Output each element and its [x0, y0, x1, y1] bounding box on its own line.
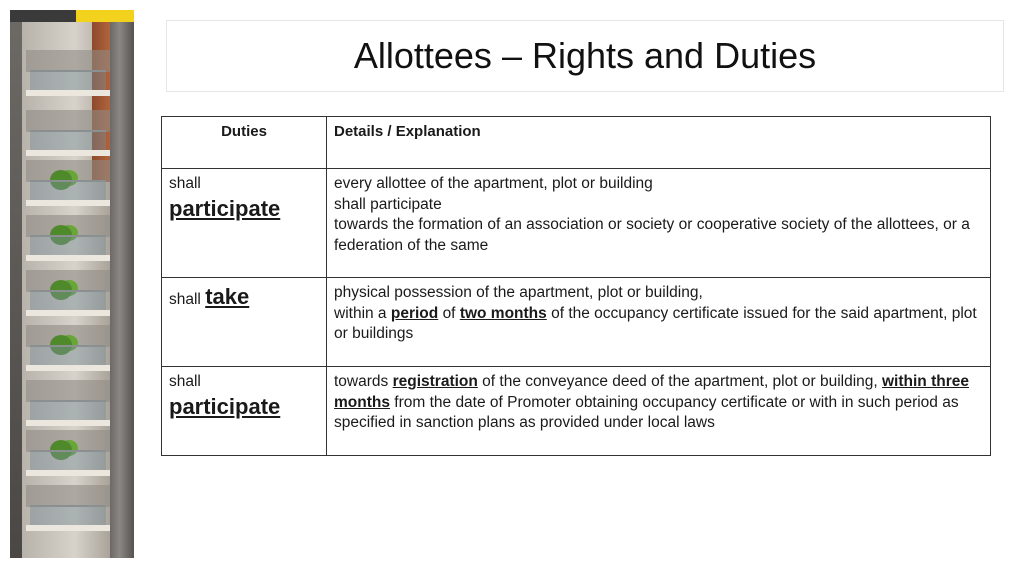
- duty-verb: participate: [169, 195, 281, 221]
- details-line: every allottee of the apartment, plot or building: [334, 175, 653, 192]
- details-line: physical possession of the apartment, plot or building,: [334, 284, 703, 301]
- duty-prefix: shall: [169, 175, 201, 192]
- details-cell: [327, 169, 991, 278]
- details-cell: [327, 278, 991, 367]
- details-line: towards the formation of an association or society or cooperative society of the allottees, or a federation of the same: [334, 216, 970, 254]
- duty-prefix: shall: [169, 291, 201, 308]
- emphasis-within-three-months: within three months: [334, 373, 969, 411]
- table-row: [162, 367, 991, 456]
- table-row: [162, 169, 991, 278]
- emphasis-registration: registration: [392, 373, 478, 390]
- header-duties: Duties: [162, 117, 327, 169]
- details-line: shall participate: [334, 195, 442, 213]
- details-line: within a period of two months of the occupancy certificate issued for the said apartment, plot or buildings: [334, 304, 977, 342]
- duty-cell: [162, 367, 327, 456]
- duty-cell: [162, 169, 327, 278]
- duty-verb: participate: [169, 393, 281, 419]
- emphasis-period: period: [390, 304, 439, 322]
- dark-accent-bar: [10, 10, 76, 22]
- title-box: [166, 20, 1004, 92]
- details-cell: towards registration of the conveyance deed of the apartment, plot or building, within three months from the date of Promoter obtaining occupancy certificate or with in such period as specified in sanction plans as provided under local laws: [327, 367, 991, 456]
- emphasis-two-months: two months: [459, 304, 547, 322]
- duties-table: [161, 116, 991, 456]
- yellow-accent-bar: [76, 10, 134, 22]
- building-image: [10, 10, 134, 558]
- header-details: Details / Explanation: [327, 117, 991, 169]
- duty-cell: [162, 278, 327, 367]
- duty-prefix: shall: [169, 373, 201, 390]
- slide-title: Allottees – Rights and Duties: [353, 35, 817, 76]
- duty-verb: take: [205, 284, 250, 309]
- table-header-row: [162, 117, 991, 169]
- table-row: [162, 278, 991, 367]
